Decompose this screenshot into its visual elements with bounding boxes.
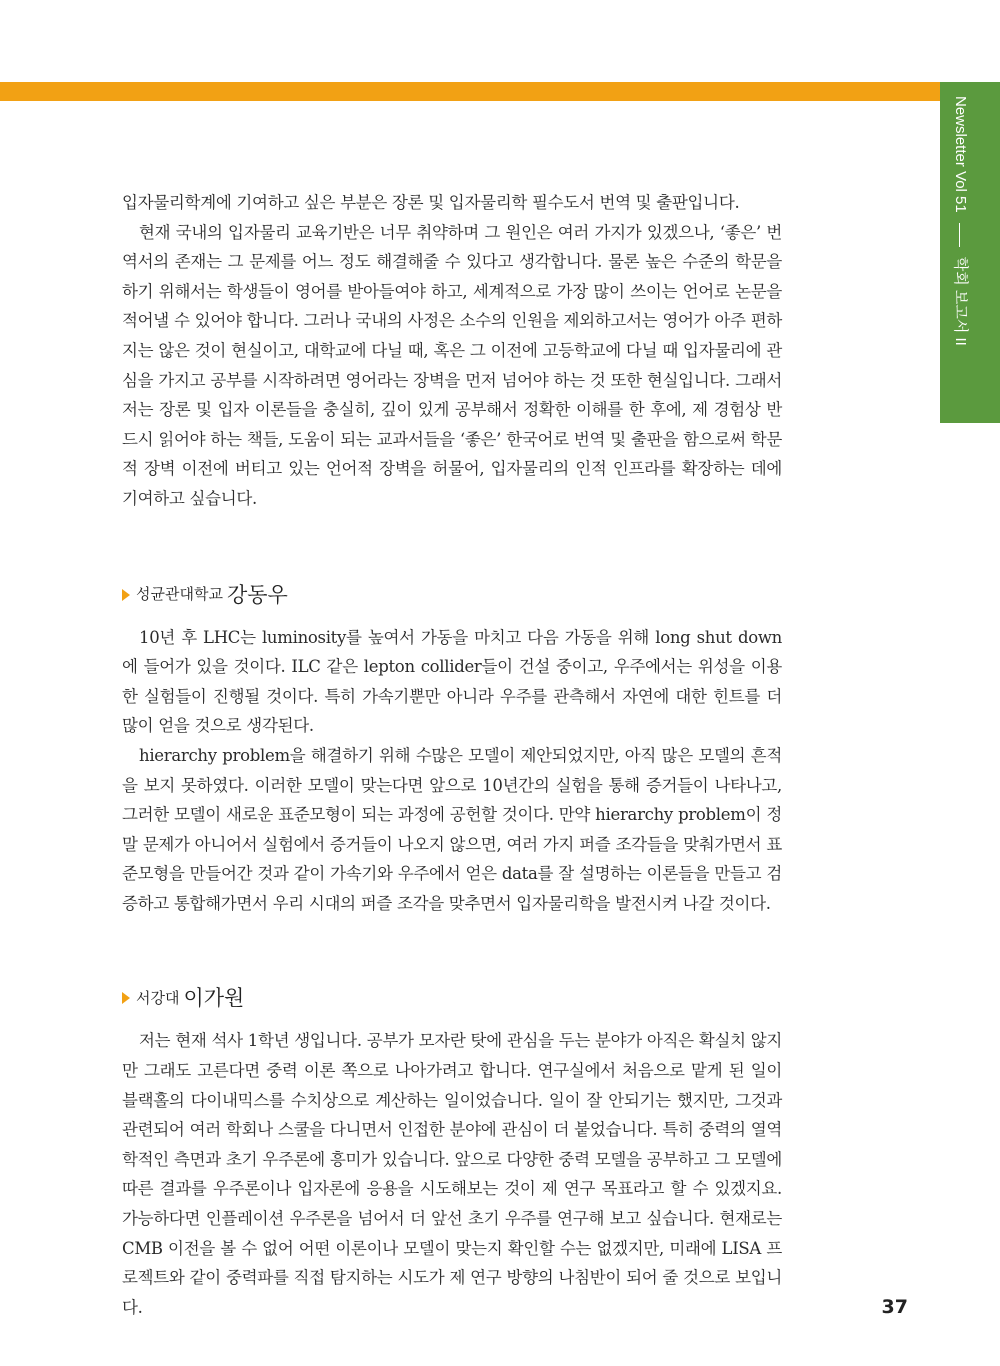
chevron-right-icon bbox=[122, 589, 130, 601]
author-name: 이가원 bbox=[183, 986, 245, 1011]
affiliation: 성균관대학교 bbox=[136, 585, 223, 604]
intro-paragraph-2: 현재 국내의 입자물리 교육기반은 너무 취약하며 그 원인은 여러 가지가 있겠으나, ‘좋은’ 번역서의 존재는 그 문제를 어느 정도 해결해줄 수 있다고 생각합니다. 물론 높은 수준의 학문을 하기 위해서는 학생들이 영어를 받아들여야 하고, 세계적으로 가장 많이 쓰이는 언어로 논문을 적어낼 수 있어야 합니다. 그러나 국내의 사정은 소수의 인원을 제외하고서는 영어가 아주 편하지는 않은 것이 현실이고, 대학교에 다닐 때, 혹은 그 이전에 고등학교에 다닐 때 입자물리에 관심을 가지고 공부를 시작하려면 영어라는 장벽을 먼저 넘어야 하는 것 또한 현실입니다. 그래서 저는 장론 및 입자 이론들을 충실히, 깊이 있게 공부해서 정확한 이해를 한 후에, 제 경험상 반드시 읽어야 하는 책들, 도움이 되는 교과서들을 ‘좋은’ 한국어로 번역 및 출판을 함으로써 학문적 장벽 이전에 버티고 있는 언어적 장벽을 허물어, 입자물리의 인적 인프라를 확장하는 데에 기여하고 싶습니다. bbox=[122, 222, 782, 508]
chevron-right-icon bbox=[122, 992, 130, 1004]
section1-paragraph-1: 10년 후 LHC는 luminosity를 높여서 가동을 마치고 다음 가동을 위해 long shut down에 들어가 있을 것이다. ILC 같은 lepton collider들이 건설 중이고, 우주에서는 위성을 이용한 실험들이 진행될 것이다. 특히 가속기뿐만 아니라 우주를 관측해서 자연에 대한 힌트를 더 많이 얻을 것으로 생각된다. bbox=[122, 627, 782, 736]
page-number: 37 bbox=[881, 1296, 908, 1318]
tab-divider bbox=[960, 223, 961, 247]
article-body bbox=[122, 188, 782, 1322]
section-label: 학회 보고서 II bbox=[952, 256, 969, 346]
newsletter-label: Newsletter Vol 51 bbox=[952, 96, 969, 213]
section2-paragraph-1: 저는 현재 석사 1학년 생입니다. 공부가 모자란 탓에 관심을 두는 분야가 아직은 확실치 않지만 그래도 고른다면 중력 이론 쪽으로 나아가려고 합니다. 연구실에서 처음으로 맡게 된 일이 블랙홀의 다이내믹스를 수치상으로 계산하는 일이었습니다. 일이 잘 안되기는 했지만, 그것과 관련되어 여러 학회나 스쿨을 다니면서 인접한 분야에 관심이 더 붙었습니다. 특히 중력의 열역학적인 측면과 초기 우주론에 흥미가 있습니다. 앞으로 다양한 중력 모델을 공부하고 그 모델에 따른 결과를 우주론이나 입자론에 응용을 시도해보는 것이 제 연구 목표라고 할 수 있겠지요. 가능하다면 인플레이션 우주론을 넘어서 더 앞선 초기 우주를 연구해 보고 싶습니다. 현재로는 CMB 이전을 볼 수 없어 어떤 이론이나 모델이 맞는지 확인할 수는 없겠지만, 미래에 LISA 프로젝트와 같이 중력파를 직접 탐지하는 시도가 제 연구 방향의 나침반이 되어 줄 것으로 보입니다. bbox=[122, 1031, 782, 1317]
author-name: 강동우 bbox=[226, 582, 288, 607]
section1-paragraph-2: hierarchy problem을 해결하기 위해 수많은 모델이 제안되었지만, 아직 많은 모델의 흔적을 보지 못하였다. 이러한 모델이 맞는다면 앞으로 10년간의 실험을 통해 증거들이 나타나고, 그러한 모델이 새로운 표준모형이 되는 과정에 공헌할 것이다. 만약 hierarchy problem이 정말 문제가 아니어서 실험에서 증거들이 나오지 않으면, 여러 가지 퍼즐 조각들을 맞춰가면서 표준모형을 만들어간 것과 같이 가속기와 우주에서 얻은 data를 잘 설명하는 이론들을 만들고 검증하고 통합해가면서 우리 시대의 퍼즐 조각을 맞추면서 입자물리학을 발전시켜 나갈 것이다. bbox=[122, 745, 782, 913]
side-tab-label bbox=[950, 96, 970, 346]
section-heading-1 bbox=[122, 579, 782, 609]
top-accent-bar bbox=[0, 82, 940, 101]
section-heading-2 bbox=[122, 982, 782, 1012]
intro-paragraph-1: 입자물리학계에 기여하고 싶은 부분은 장론 및 입자물리학 필수도서 번역 및 출판입니다. bbox=[122, 193, 740, 212]
side-tab bbox=[940, 82, 1000, 423]
affiliation: 서강대 bbox=[136, 988, 180, 1007]
